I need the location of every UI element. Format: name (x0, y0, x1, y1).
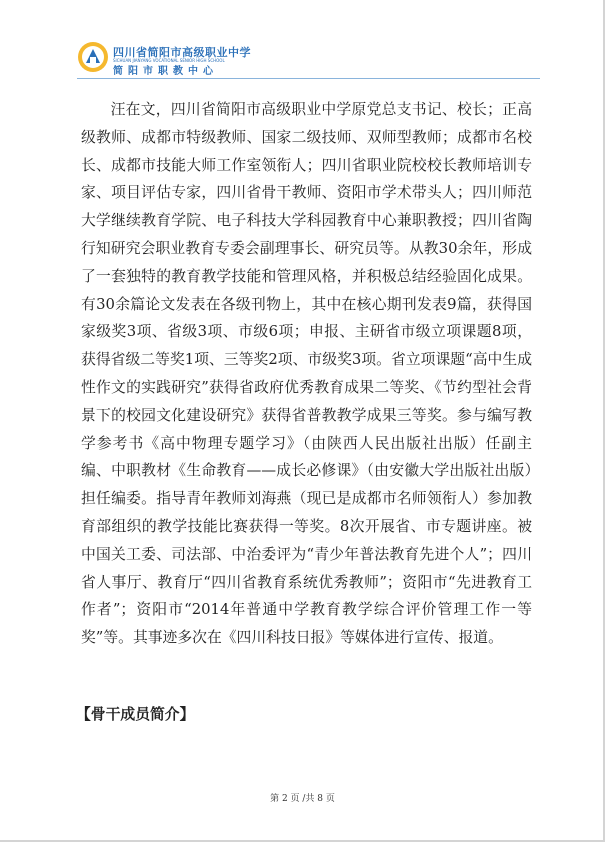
school-name: 四川省简阳市高级职业中学 (113, 46, 251, 59)
school-name-english: SICHUAN JIANYANG VOCATIONAL SENIOR HIGH SCHOOL (113, 58, 225, 63)
school-emblem-icon (77, 41, 109, 73)
biography-paragraph: 汪在文，四川省简阳市高级职业中学原党总支书记、校长；正高级教师、成都市特级教师、国家二级技师、双师型教师；成都市名校长、成都市技能大师工作室领衔人；四川省职业院校校长教师培训专家、项目评估专家，四川省骨干教师、资阳市学术带头人；四川师范大学继续教育学院、电子科技大学科园教育中心兼职教授；四川省陶行知研究会职业教育专委会副理事长、研究员等。从教30余年，形成了一套独特的教育教学技能和管理风格，并积极总结经验固化成果。有30余篇论文发表在各级刊物上，其中在核心期刊发表9篇，获得国家级奖3项、省级3项、市级6项；申报、主研省市级立项课题8项，获得省级二等奖1项、三等奖2项、市级奖3项。省立项课题“高中生成性作文的实践研究”获得省政府优秀教育成果二等奖、《节约型社会背景下的校园文化建设研究》获得省普教教学成果三等奖。参与编写教学参考书《高中物理专题学习》（由陕西人民出版社出版）任副主编、中职教材《生命教育——成长必修课》（由安徽大学出版社出版）担任编委。指导青年教师刘海燕（现已是成都市名师领衔人）参加教育部组织的教学技能比赛获得一等奖。8次开展省、市专题讲座。被中国关工委、司法部、中治委评为“青少年普法教育先进个人”；四川省人事厅、教育厅“四川省教育系统优秀教师”；资阳市“先进教育工作者”；资阳市“2014年普通中学教育教学综合评价管理工作一等奖”等。其事迹多次在《四川科技日报》等媒体进行宣传、报道。 (81, 101, 532, 647)
section-heading: 【骨干成员简介】 (76, 706, 195, 723)
center-name: 简阳市职教中心 (113, 66, 218, 77)
header-divider (77, 78, 540, 79)
page-number: 第 2 页 /共 8 页 (270, 794, 335, 804)
